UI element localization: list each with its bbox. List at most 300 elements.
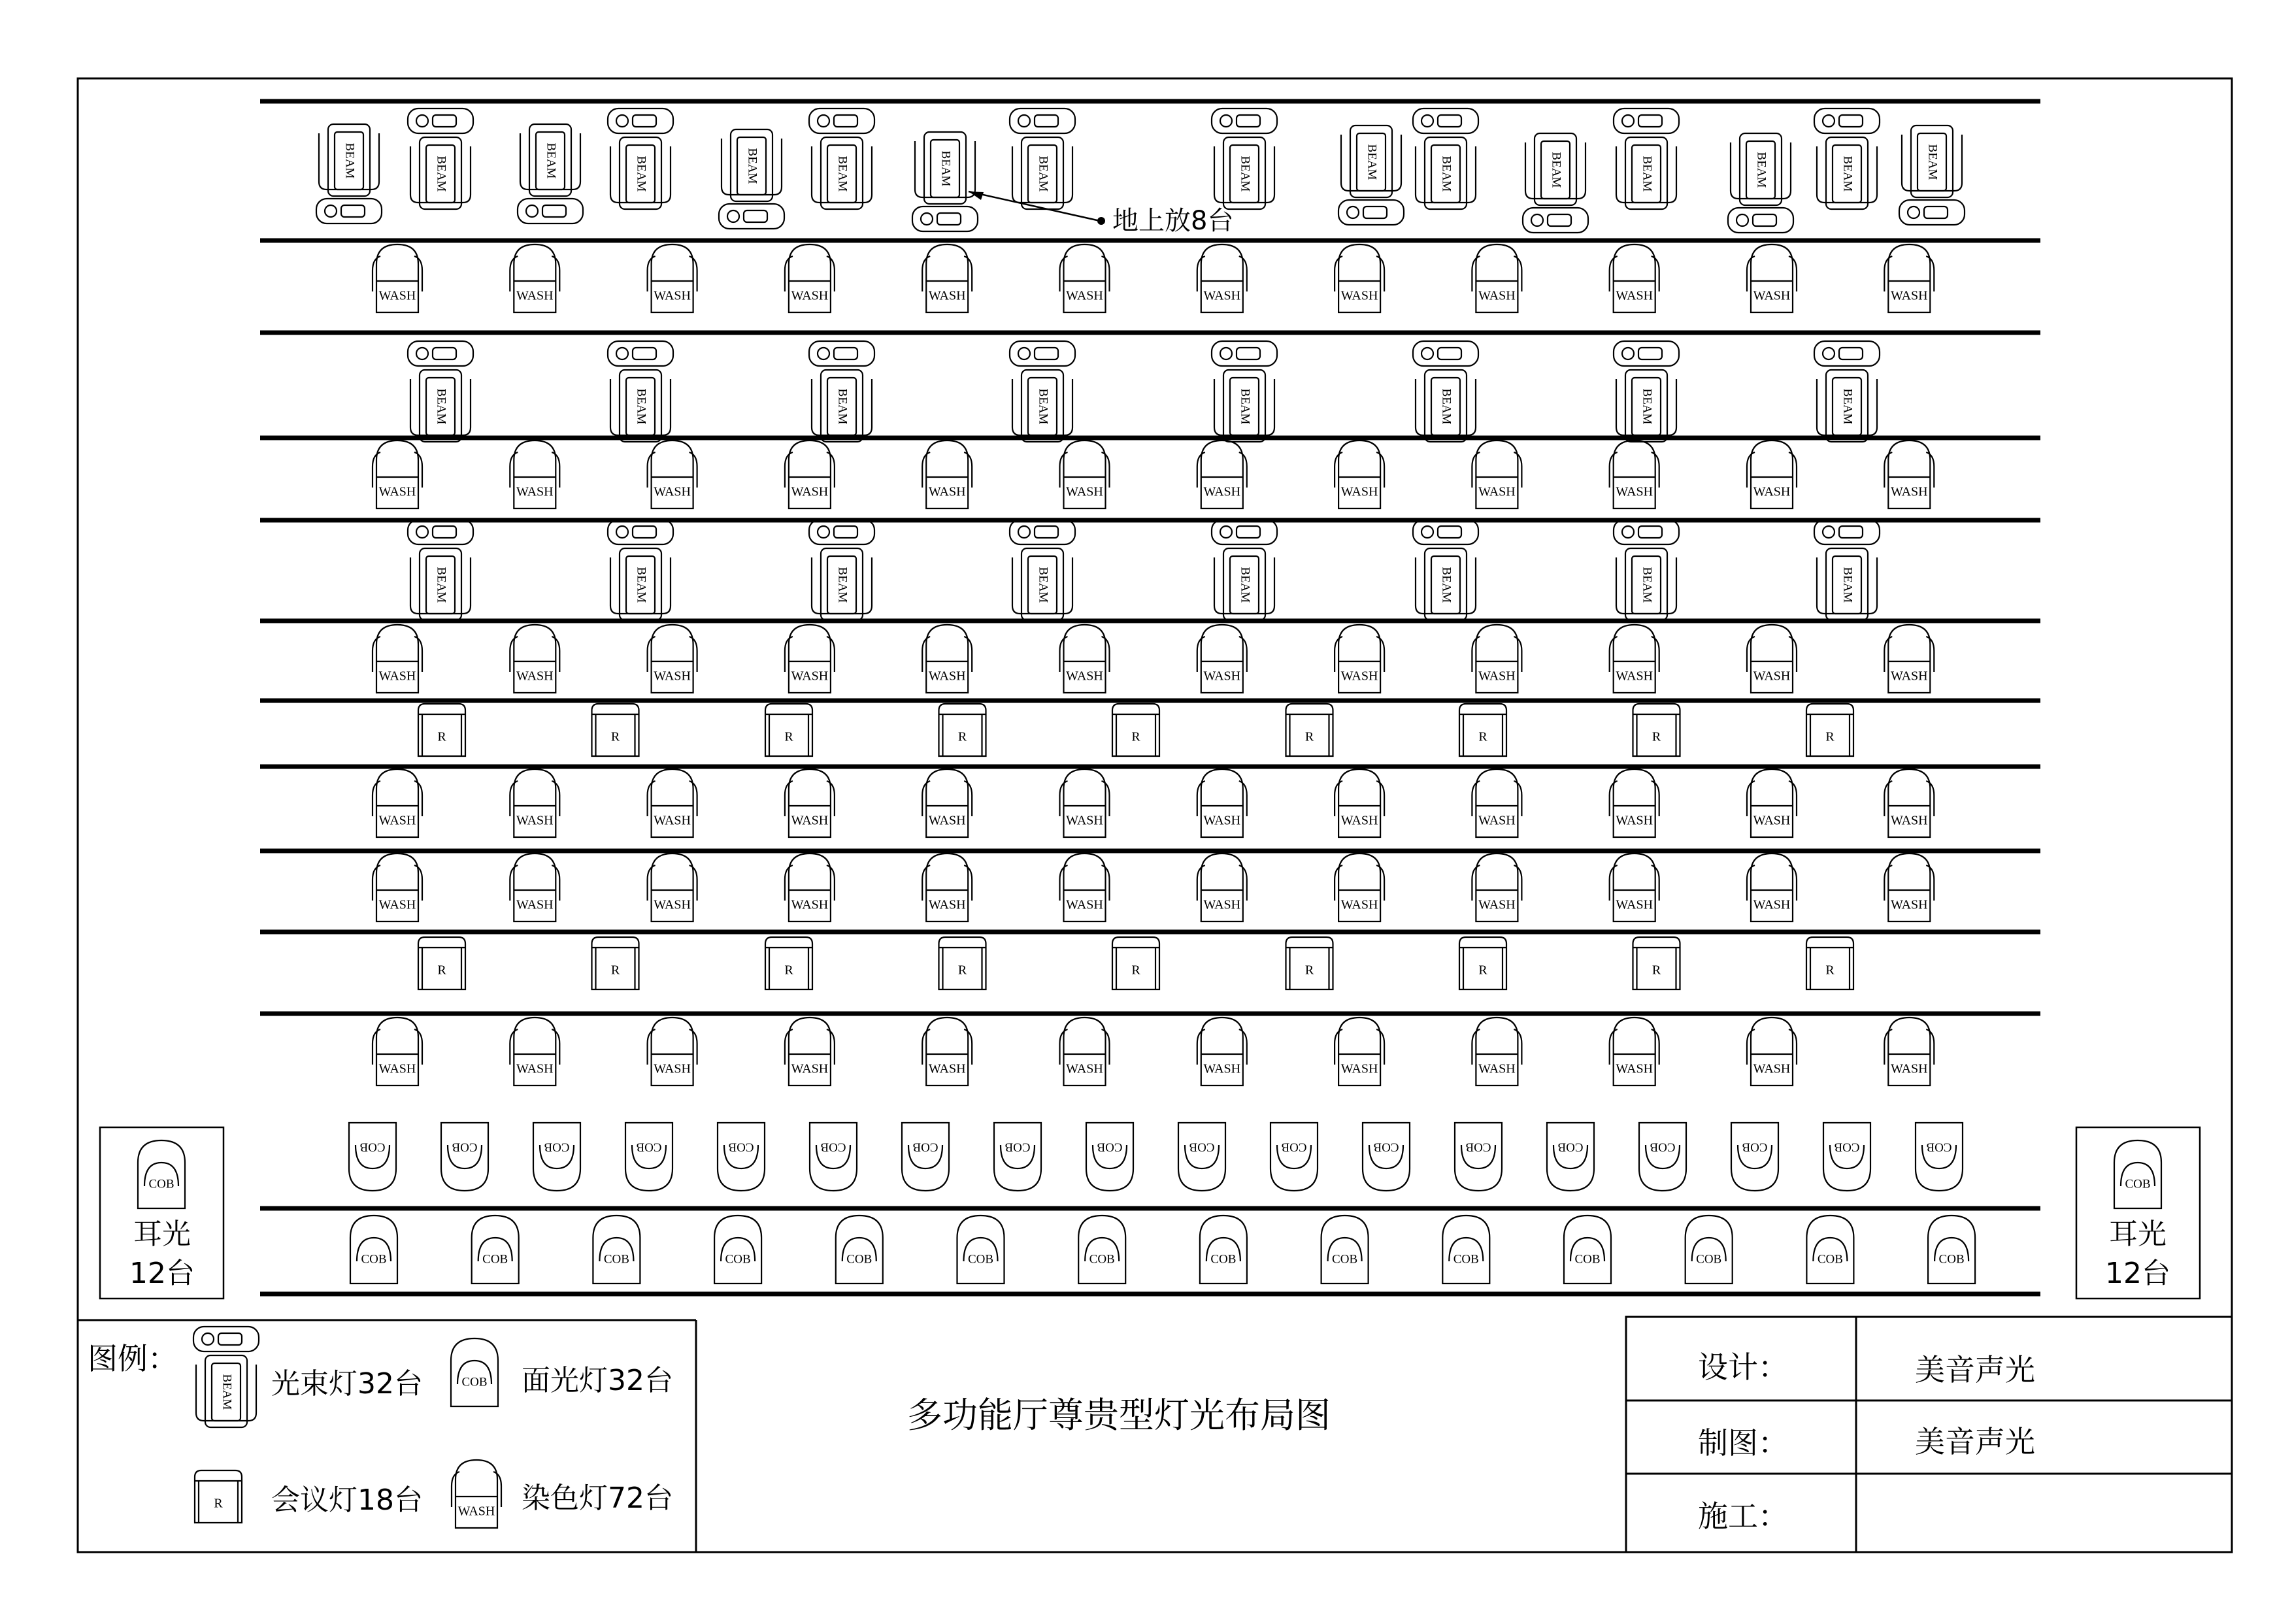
wash-fixture: [785, 440, 835, 508]
wash-fixture: [1747, 244, 1797, 312]
svg-text:WASH: WASH: [516, 897, 554, 912]
svg-text:COB: COB: [728, 1140, 754, 1154]
svg-text:COB: COB: [1817, 1252, 1843, 1267]
svg-text:BEAM: BEAM: [1640, 156, 1654, 192]
wash-fixture: [922, 853, 972, 921]
annotation-dot: [1097, 217, 1105, 225]
cob-fixture: [1321, 1216, 1369, 1284]
wash-fixture: [1610, 440, 1659, 508]
ear-light-title: 耳光: [133, 1218, 191, 1251]
svg-text:R: R: [1304, 729, 1314, 744]
svg-text:COB: COB: [1574, 1252, 1601, 1267]
wash-fixture: [1747, 769, 1797, 837]
svg-text:COB: COB: [1696, 1252, 1722, 1267]
svg-text:BEAM: BEAM: [835, 388, 850, 425]
r-fixture: [939, 937, 986, 989]
svg-text:COB: COB: [1650, 1140, 1676, 1154]
r-fixture: [592, 704, 639, 756]
ear-light-fixture: [138, 1140, 185, 1208]
svg-text:BEAM: BEAM: [220, 1374, 234, 1410]
cob-fixture: [1178, 1123, 1225, 1191]
fixture-row: [349, 1123, 1963, 1191]
svg-text:WASH: WASH: [1203, 813, 1241, 828]
svg-text:WASH: WASH: [928, 484, 966, 499]
svg-text:WASH: WASH: [1616, 484, 1653, 499]
svg-text:WASH: WASH: [928, 1061, 966, 1076]
wash-fixture: [373, 440, 422, 508]
svg-text:WASH: WASH: [1066, 813, 1103, 828]
wash-fixture: [1197, 440, 1247, 508]
svg-text:R: R: [610, 963, 620, 978]
svg-text:WASH: WASH: [378, 897, 416, 912]
svg-text:WASH: WASH: [1203, 897, 1241, 912]
wash-fixture: [1747, 853, 1797, 921]
svg-text:WASH: WASH: [1753, 288, 1791, 303]
wash-fixture: [1335, 625, 1384, 693]
svg-text:BEAM: BEAM: [1238, 388, 1252, 425]
svg-text:BEAM: BEAM: [1840, 567, 1855, 603]
wash-fixture: [1747, 440, 1797, 508]
svg-text:BEAM: BEAM: [1365, 144, 1379, 180]
wash-fixture: [1197, 853, 1247, 921]
beam-fixture: [608, 341, 673, 442]
svg-text:COB: COB: [461, 1375, 488, 1389]
svg-text:WASH: WASH: [1066, 288, 1103, 303]
wash-fixture: [1060, 1018, 1110, 1085]
wash-fixture: [1472, 625, 1521, 693]
svg-text:COB: COB: [359, 1140, 386, 1154]
wash-fixture: [1472, 440, 1521, 508]
svg-text:WASH: WASH: [378, 484, 416, 499]
svg-text:BEAM: BEAM: [1640, 388, 1654, 425]
svg-text:WASH: WASH: [1066, 669, 1103, 684]
svg-text:BEAM: BEAM: [745, 148, 759, 184]
cob-fixture: [718, 1123, 765, 1191]
svg-text:WASH: WASH: [1340, 288, 1378, 303]
cob-fixture: [441, 1123, 488, 1191]
svg-text:BEAM: BEAM: [1439, 567, 1453, 603]
svg-text:COB: COB: [482, 1252, 508, 1267]
svg-text:BEAM: BEAM: [634, 567, 648, 603]
svg-text:COB: COB: [1926, 1140, 1952, 1154]
wash-fixture: [1610, 853, 1659, 921]
beam-fixture: [1212, 108, 1277, 209]
drafting-label: 制图：: [1698, 1425, 1788, 1461]
svg-text:WASH: WASH: [654, 897, 691, 912]
wash-fixture: [1884, 853, 1934, 921]
svg-text:WASH: WASH: [654, 484, 691, 499]
beam-fixture: [408, 108, 473, 209]
wash-fixture: [1060, 244, 1110, 312]
wash-fixture: [648, 769, 697, 837]
beam-fixture: [1728, 133, 1793, 233]
svg-text:WASH: WASH: [1616, 1061, 1653, 1076]
svg-text:WASH: WASH: [1753, 669, 1791, 684]
truss-lines: [260, 101, 2040, 1294]
legend-text-r: 会议灯18台: [271, 1483, 423, 1517]
svg-text:BEAM: BEAM: [1439, 388, 1453, 425]
svg-text:WASH: WASH: [1616, 288, 1653, 303]
svg-text:WASH: WASH: [928, 288, 966, 303]
wash-fixture: [785, 853, 835, 921]
svg-text:WASH: WASH: [791, 813, 829, 828]
wash-fixture: [648, 625, 697, 693]
fixture-row: [373, 625, 1934, 693]
beam-fixture: [316, 124, 382, 224]
legend-text-cob: 面光灯32台: [522, 1364, 673, 1397]
wash-fixture: [648, 244, 697, 312]
wash-fixture: [1610, 769, 1659, 837]
fixture-row: [373, 440, 1934, 508]
svg-text:WASH: WASH: [516, 1061, 554, 1076]
wash-fixture: [1884, 1018, 1934, 1085]
svg-text:WASH: WASH: [1203, 1061, 1241, 1076]
drafting-value: 美音声光: [1915, 1424, 2035, 1459]
cob-fixture: [714, 1216, 761, 1284]
wash-fixture: [648, 853, 697, 921]
r-fixture: [1806, 704, 1853, 756]
svg-text:COB: COB: [1210, 1252, 1237, 1267]
title-block: [1626, 1317, 2232, 1552]
wash-fixture: [1610, 244, 1659, 312]
beam-fixture: [608, 520, 673, 620]
beam-fixture: [608, 108, 673, 209]
wash-fixture: [1335, 1018, 1384, 1085]
cob-fixture: [472, 1216, 519, 1284]
svg-text:WASH: WASH: [791, 288, 829, 303]
svg-text:WASH: WASH: [928, 897, 966, 912]
svg-text:COB: COB: [603, 1252, 629, 1267]
wash-fixture: [1335, 769, 1384, 837]
wash-fixture: [510, 440, 559, 508]
wash-fixture: [1197, 244, 1247, 312]
beam-fixture: [1614, 341, 1679, 442]
beam-fixture: [1614, 520, 1679, 620]
wash-fixture: [648, 1018, 697, 1085]
cob-fixture: [138, 1140, 185, 1208]
svg-text:R: R: [610, 729, 620, 744]
wash-fixture: [1335, 853, 1384, 921]
wash-fixture: [785, 769, 835, 837]
beam-fixture: [809, 341, 874, 442]
svg-text:COB: COB: [1281, 1140, 1307, 1154]
r-fixture: [1459, 704, 1506, 756]
svg-text:R: R: [1304, 963, 1314, 978]
svg-text:COB: COB: [912, 1140, 938, 1154]
svg-text:WASH: WASH: [1616, 813, 1653, 828]
svg-text:R: R: [437, 963, 446, 978]
svg-text:WASH: WASH: [1066, 484, 1103, 499]
cob-fixture: [1823, 1123, 1870, 1191]
svg-text:WASH: WASH: [1203, 288, 1241, 303]
cob-fixture: [2114, 1140, 2161, 1208]
wash-fixture: [510, 853, 559, 921]
svg-text:COB: COB: [1373, 1140, 1399, 1154]
svg-text:COB: COB: [1834, 1140, 1860, 1154]
wash-fixture: [1472, 1018, 1521, 1085]
svg-text:COB: COB: [2125, 1177, 2151, 1191]
r-fixture: [418, 937, 465, 989]
annotation-leader: [969, 191, 1100, 221]
cob-fixture: [1271, 1123, 1318, 1191]
wash-fixture: [648, 440, 697, 508]
r-fixture: [765, 937, 812, 989]
svg-text:WASH: WASH: [378, 813, 416, 828]
svg-text:BEAM: BEAM: [1925, 144, 1940, 180]
cob-fixture: [994, 1123, 1041, 1191]
svg-text:BEAM: BEAM: [434, 567, 448, 603]
wash-fixture: [510, 1018, 559, 1085]
beam-fixture: [1010, 108, 1075, 209]
ear-light-title: 耳光: [2109, 1218, 2167, 1251]
svg-text:R: R: [784, 729, 793, 744]
svg-text:BEAM: BEAM: [544, 142, 558, 179]
svg-text:BEAM: BEAM: [634, 388, 648, 425]
svg-text:WASH: WASH: [457, 1504, 495, 1519]
svg-text:BEAM: BEAM: [634, 156, 648, 192]
cob-fixture: [1078, 1216, 1125, 1284]
cob-fixture: [350, 1216, 397, 1284]
wash-fixture: [1884, 244, 1934, 312]
svg-text:COB: COB: [636, 1140, 662, 1154]
svg-text:R: R: [1652, 729, 1661, 744]
svg-text:WASH: WASH: [654, 288, 691, 303]
svg-text:WASH: WASH: [516, 669, 554, 684]
svg-text:WASH: WASH: [654, 669, 691, 684]
svg-text:R: R: [957, 729, 967, 744]
svg-text:WASH: WASH: [791, 669, 829, 684]
r-fixture: [1286, 937, 1333, 989]
cob-fixture: [1731, 1123, 1778, 1191]
svg-text:BEAM: BEAM: [342, 142, 357, 179]
svg-text:BEAM: BEAM: [434, 156, 448, 192]
ear-light-count: 12台: [2105, 1257, 2170, 1290]
svg-text:WASH: WASH: [1478, 813, 1516, 828]
svg-text:COB: COB: [1189, 1140, 1215, 1154]
svg-text:WASH: WASH: [1753, 897, 1791, 912]
svg-text:WASH: WASH: [1478, 288, 1516, 303]
cob-fixture: [533, 1123, 580, 1191]
svg-text:R: R: [1652, 963, 1661, 978]
cob-fixture: [1916, 1123, 1963, 1191]
svg-text:BEAM: BEAM: [1549, 152, 1563, 188]
svg-text:WASH: WASH: [516, 813, 554, 828]
svg-text:WASH: WASH: [654, 1061, 691, 1076]
svg-text:BEAM: BEAM: [1439, 156, 1453, 192]
svg-text:BEAM: BEAM: [1036, 156, 1050, 192]
legend-r-icon: [195, 1470, 242, 1523]
svg-text:COB: COB: [1742, 1140, 1768, 1154]
svg-text:WASH: WASH: [1890, 669, 1928, 684]
wash-fixture: [1060, 769, 1110, 837]
wash-fixture: [373, 853, 422, 921]
wash-fixture: [785, 1018, 835, 1085]
r-fixture: [1633, 937, 1680, 989]
wash-fixture: [1060, 625, 1110, 693]
annotation-arrow: [969, 191, 984, 200]
svg-text:COB: COB: [967, 1252, 994, 1267]
beam-fixture: [1212, 341, 1277, 442]
beam-fixture: [1010, 341, 1075, 442]
svg-text:WASH: WASH: [1478, 1061, 1516, 1076]
svg-text:WASH: WASH: [654, 813, 691, 828]
fixture-row: [373, 853, 1934, 921]
wash-fixture: [510, 769, 559, 837]
r-fixture: [592, 937, 639, 989]
svg-text:R: R: [957, 963, 967, 978]
r-fixture: [1112, 937, 1159, 989]
fixture-layer: [316, 108, 1975, 1284]
cob-fixture: [1363, 1123, 1410, 1191]
beam-fixture: [809, 108, 874, 209]
ear-light-fixture: [2114, 1140, 2161, 1208]
svg-text:COB: COB: [361, 1252, 387, 1267]
wash-fixture: [1472, 244, 1521, 312]
cob-fixture: [1686, 1216, 1733, 1284]
svg-text:BEAM: BEAM: [434, 388, 448, 425]
wash-fixture: [1472, 853, 1521, 921]
wash-fixture: [785, 625, 835, 693]
beam-fixture: [1413, 520, 1478, 620]
svg-text:BEAM: BEAM: [938, 150, 953, 187]
svg-text:WASH: WASH: [516, 484, 554, 499]
r-fixture: [1459, 937, 1506, 989]
svg-text:WASH: WASH: [1340, 897, 1378, 912]
beam-fixture: [809, 520, 874, 620]
svg-text:WASH: WASH: [1890, 1061, 1928, 1076]
r-fixture: [1112, 704, 1159, 756]
svg-text:WASH: WASH: [1616, 669, 1653, 684]
fixture-row: [373, 244, 1934, 312]
svg-text:WASH: WASH: [1340, 1061, 1378, 1076]
svg-text:BEAM: BEAM: [1238, 567, 1252, 603]
beam-fixture: [1413, 341, 1478, 442]
svg-text:R: R: [1825, 963, 1835, 978]
fixture-row: [350, 1216, 1975, 1284]
svg-text:BEAM: BEAM: [1754, 152, 1769, 188]
fixture-row: [408, 520, 1880, 620]
wash-fixture: [1884, 625, 1934, 693]
svg-text:WASH: WASH: [1753, 813, 1791, 828]
legend-wash-icon: [452, 1460, 501, 1528]
wash-fixture: [1884, 440, 1934, 508]
wash-fixture: [1472, 769, 1521, 837]
beam-fixture: [1338, 125, 1404, 225]
svg-text:WASH: WASH: [378, 1061, 416, 1076]
fixture-row: [408, 341, 1880, 442]
svg-text:COB: COB: [1557, 1140, 1584, 1154]
wash-fixture: [1197, 1018, 1247, 1085]
svg-text:COB: COB: [820, 1140, 846, 1154]
beam-fixture: [719, 129, 784, 229]
wash-fixture: [1060, 440, 1110, 508]
design-label: 设计：: [1698, 1350, 1788, 1385]
cob-fixture: [902, 1123, 949, 1191]
svg-text:WASH: WASH: [1890, 484, 1928, 499]
ear-light-right: [2076, 1127, 2200, 1299]
beam-fixture: [1010, 520, 1075, 620]
cob-fixture: [1086, 1123, 1133, 1191]
svg-text:BEAM: BEAM: [835, 567, 850, 603]
cob-fixture: [349, 1123, 396, 1191]
beam-fixture: [408, 520, 473, 620]
svg-text:WASH: WASH: [1478, 484, 1516, 499]
svg-text:R: R: [1825, 729, 1835, 744]
wash-fixture: [373, 244, 422, 312]
svg-text:R: R: [214, 1496, 223, 1511]
ear-light-left: [100, 1127, 224, 1299]
wash-fixture: [1747, 625, 1797, 693]
svg-text:COB: COB: [544, 1140, 570, 1154]
svg-text:WASH: WASH: [1753, 484, 1791, 499]
svg-text:COB: COB: [1453, 1252, 1479, 1267]
legend-text-wash: 染色灯72台: [522, 1482, 673, 1515]
svg-text:WASH: WASH: [1340, 484, 1378, 499]
beam-fixture: [1523, 133, 1588, 233]
wash-fixture: [922, 440, 972, 508]
svg-text:WASH: WASH: [1203, 669, 1241, 684]
wash-fixture: [1610, 1018, 1659, 1085]
construction-label: 施工：: [1698, 1499, 1788, 1534]
wash-fixture: [1335, 440, 1384, 508]
beam-fixture: [1899, 125, 1965, 225]
beam-fixture: [1212, 520, 1277, 620]
beam-fixture: [1814, 520, 1880, 620]
svg-text:WASH: WASH: [1753, 1061, 1791, 1076]
svg-text:COB: COB: [846, 1252, 872, 1267]
svg-text:R: R: [784, 963, 793, 978]
wash-fixture: [922, 244, 972, 312]
beam-fixture: [1814, 108, 1880, 209]
wash-fixture: [922, 1018, 972, 1085]
svg-text:WASH: WASH: [1890, 897, 1928, 912]
svg-text:WASH: WASH: [516, 288, 554, 303]
fixture-row: [373, 769, 1934, 837]
svg-text:BEAM: BEAM: [1036, 388, 1050, 425]
r-fixture: [939, 704, 986, 756]
svg-text:COB: COB: [1465, 1140, 1491, 1154]
svg-text:WASH: WASH: [1890, 813, 1928, 828]
svg-text:WASH: WASH: [1616, 897, 1653, 912]
r-fixture: [765, 704, 812, 756]
cob-fixture: [1806, 1216, 1853, 1284]
svg-text:BEAM: BEAM: [1238, 156, 1252, 192]
wash-fixture: [373, 625, 422, 693]
wash-fixture: [922, 625, 972, 693]
design-value: 美音声光: [1915, 1352, 2035, 1387]
svg-text:COB: COB: [148, 1177, 174, 1191]
svg-text:WASH: WASH: [791, 484, 829, 499]
wash-fixture: [1747, 1018, 1797, 1085]
cob-fixture: [810, 1123, 857, 1191]
svg-text:R: R: [1131, 729, 1140, 744]
annotation-text: 地上放8台: [1112, 206, 1234, 236]
r-fixture: [1633, 704, 1680, 756]
beam-fixture: [1814, 341, 1880, 442]
legend-text-beam: 光束灯32台: [271, 1367, 423, 1400]
drawing-title: 多功能厅尊贵型灯光布局图: [907, 1395, 1331, 1436]
svg-text:WASH: WASH: [1066, 1061, 1103, 1076]
svg-text:WASH: WASH: [928, 813, 966, 828]
ear-light-count: 12台: [129, 1257, 195, 1290]
wash-fixture: [1335, 244, 1384, 312]
r-fixture: [1286, 704, 1333, 756]
legend-beam-icon: [193, 1327, 259, 1427]
cob-fixture: [1455, 1123, 1502, 1191]
svg-text:WASH: WASH: [1340, 669, 1378, 684]
svg-text:R: R: [1478, 729, 1487, 744]
svg-text:R: R: [1131, 963, 1140, 978]
